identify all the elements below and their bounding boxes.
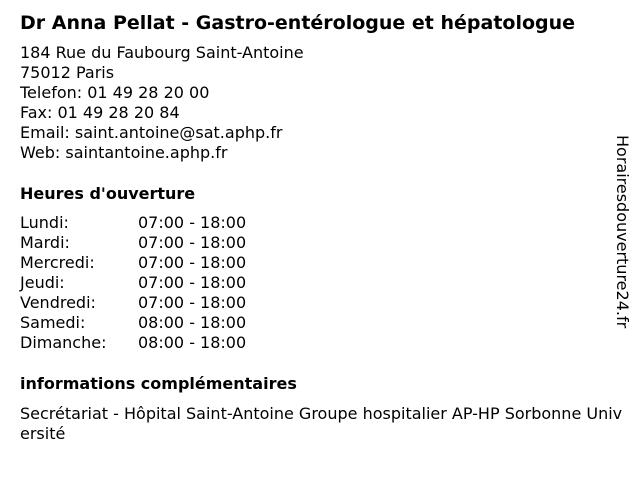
day-label: Vendredi:	[20, 293, 96, 312]
time-range: 08:00 - 18:00	[138, 333, 247, 352]
hours-row-monday	[20, 213, 246, 233]
email-address: Email: saint.antoine@sat.aphp.fr	[20, 123, 283, 142]
hours-row-sunday	[20, 333, 246, 353]
hours-row-friday	[20, 293, 246, 313]
time-range: 07:00 - 18:00	[138, 273, 247, 292]
time-range: 07:00 - 18:00	[138, 293, 247, 312]
day-label: Samedi:	[20, 313, 86, 332]
hours-row-wednesday	[20, 253, 246, 273]
hours-row-saturday	[20, 313, 246, 333]
time-range: 07:00 - 18:00	[138, 253, 247, 272]
opening-hours-heading: Heures d'ouverture	[20, 184, 196, 203]
city-postcode: 75012 Paris	[20, 63, 115, 82]
opening-hours-table	[20, 213, 246, 353]
time-range: 08:00 - 18:00	[138, 313, 247, 332]
page-title: Dr Anna Pellat - Gastro-entérologue et hépatologue	[20, 12, 576, 34]
day-label: Jeudi:	[20, 273, 65, 292]
day-label: Dimanche:	[20, 333, 107, 352]
additional-info-text: Secrétariat - Hôpital Saint-Antoine Groupe hospitalier AP-HP Sorbonne Université	[20, 404, 623, 443]
additional-info-heading: informations complémentaires	[20, 374, 297, 393]
website: Web: saintantoine.aphp.fr	[20, 143, 228, 162]
site-watermark: Horairesdouverture24.fr	[613, 135, 632, 329]
day-label: Mercredi:	[20, 253, 95, 272]
time-range: 07:00 - 18:00	[138, 233, 247, 252]
fax-number: Fax: 01 49 28 20 84	[20, 103, 180, 122]
time-range: 07:00 - 18:00	[138, 213, 247, 232]
contact-block	[20, 43, 304, 163]
hours-row-thursday	[20, 273, 246, 293]
phone-number: Telefon: 01 49 28 20 00	[20, 83, 210, 102]
day-label: Lundi:	[20, 213, 69, 232]
day-label: Mardi:	[20, 233, 70, 252]
street-address: 184 Rue du Faubourg Saint-Antoine	[20, 43, 304, 62]
hours-row-tuesday	[20, 233, 246, 253]
